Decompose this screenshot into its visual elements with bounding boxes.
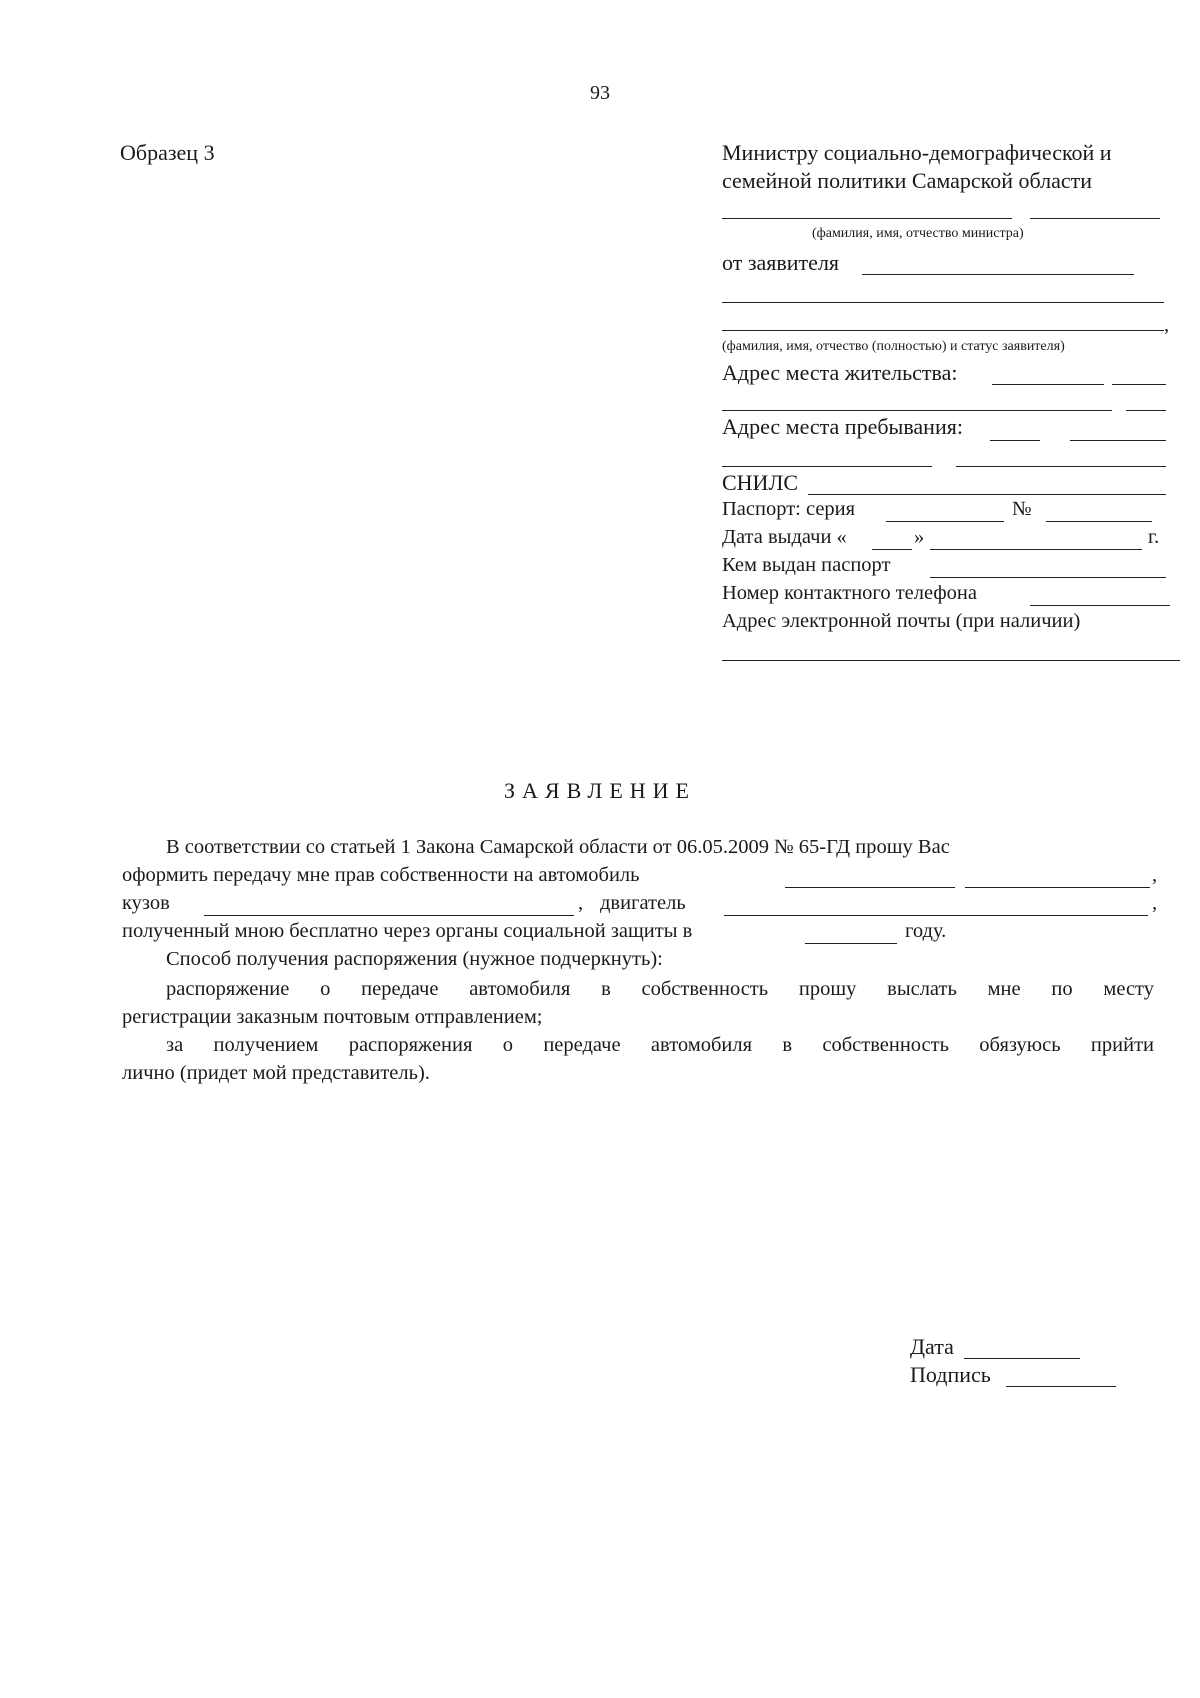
residence-address-field-3[interactable]: [722, 410, 1112, 411]
paragraph-1-line-1: В соответствии со статьей 1 Закона Самарской области от 06.05.2009 № 65-ГД прошу Вас: [166, 836, 950, 858]
applicant-field-1[interactable]: [862, 274, 1134, 275]
residence-address-field-4[interactable]: [1126, 410, 1166, 411]
received-year-field[interactable]: [805, 943, 897, 944]
body-number-field[interactable]: [204, 915, 574, 916]
applicant-comma: ,: [1164, 314, 1170, 336]
passport-number-field[interactable]: [1046, 521, 1152, 522]
issue-month-field[interactable]: [930, 549, 1142, 550]
engine-comma: ,: [1152, 892, 1158, 914]
from-applicant-label: от заявителя: [722, 250, 840, 275]
passport-series-field[interactable]: [886, 521, 1004, 522]
method-label: Способ получения распоряжения (нужное подчеркнуть):: [166, 948, 663, 970]
engine-label: двигатель: [600, 892, 686, 914]
stay-address-field-3[interactable]: [722, 466, 932, 467]
issue-date-close-quote: »: [914, 526, 925, 548]
paragraph-1-line-2: оформить передачу мне прав собственности на автомобиль: [122, 864, 640, 886]
received-line-end: году.: [905, 920, 947, 942]
document-title: ЗАЯВЛЕНИЕ: [504, 778, 696, 803]
car-field-1[interactable]: [785, 887, 955, 888]
addressee-line-1: Министру социально-демографической и: [722, 140, 1112, 165]
issued-by-field[interactable]: [930, 577, 1166, 578]
signature-label: Подпись: [910, 1362, 991, 1387]
passport-series-label: Паспорт: серия: [722, 498, 856, 520]
car-field-2[interactable]: [965, 887, 1150, 888]
email-field[interactable]: [722, 660, 1180, 661]
car-comma: ,: [1152, 864, 1158, 886]
snils-label: СНИЛС: [722, 470, 799, 495]
issue-year-suffix: г.: [1148, 526, 1160, 548]
applicant-field-3[interactable]: [722, 330, 1164, 331]
passport-number-sign: №: [1012, 498, 1032, 520]
email-label: Адрес электронной почты (при наличии): [722, 610, 1081, 632]
phone-label: Номер контактного телефона: [722, 582, 977, 604]
minister-name-field[interactable]: [722, 218, 1012, 219]
sample-label: Образец 3: [120, 140, 215, 165]
residence-address-field-1[interactable]: [992, 384, 1104, 385]
option-1-line-1[interactable]: распоряжение о передаче автомобиля в собственность прошу выслать мне по месту: [166, 978, 1154, 1000]
addressee-line-2: семейной политики Самарской области: [722, 168, 1093, 193]
issue-date-label: Дата выдачи «: [722, 526, 847, 548]
option-2-line-1[interactable]: за получением распоряжения о передаче автомобиля в собственность обязуюсь прийти: [166, 1034, 1154, 1056]
issue-day-field[interactable]: [872, 549, 912, 550]
stay-address-field-1[interactable]: [990, 440, 1040, 441]
option-1-line-2[interactable]: регистрации заказным почтовым отправлением;: [122, 1006, 543, 1028]
applicant-field-2[interactable]: [722, 302, 1164, 303]
residence-address-label: Адрес места жительства:: [722, 360, 958, 385]
issued-by-label: Кем выдан паспорт: [722, 554, 891, 576]
minister-name-field-2[interactable]: [1030, 218, 1160, 219]
stay-address-field-2[interactable]: [1070, 440, 1166, 441]
body-comma: ,: [578, 892, 584, 914]
signature-field[interactable]: [1006, 1386, 1116, 1387]
stay-address-label: Адрес места пребывания:: [722, 414, 963, 439]
engine-number-field[interactable]: [724, 915, 1148, 916]
phone-field[interactable]: [1030, 605, 1170, 606]
residence-address-field-2[interactable]: [1112, 384, 1166, 385]
page-number: 93: [590, 82, 610, 104]
received-line-start: полученный мною бесплатно через органы социальной защиты в: [122, 920, 693, 942]
date-label: Дата: [910, 1334, 954, 1359]
option-2-line-2[interactable]: лично (придет мой представитель).: [122, 1062, 430, 1084]
body-number-label: кузов: [122, 892, 170, 914]
applicant-caption: (фамилия, имя, отчество (полностью) и статус заявителя): [722, 339, 1065, 354]
date-field[interactable]: [964, 1358, 1080, 1359]
snils-field[interactable]: [808, 494, 1166, 495]
minister-caption: (фамилия, имя, отчество министра): [812, 226, 1024, 241]
stay-address-field-4[interactable]: [956, 466, 1166, 467]
